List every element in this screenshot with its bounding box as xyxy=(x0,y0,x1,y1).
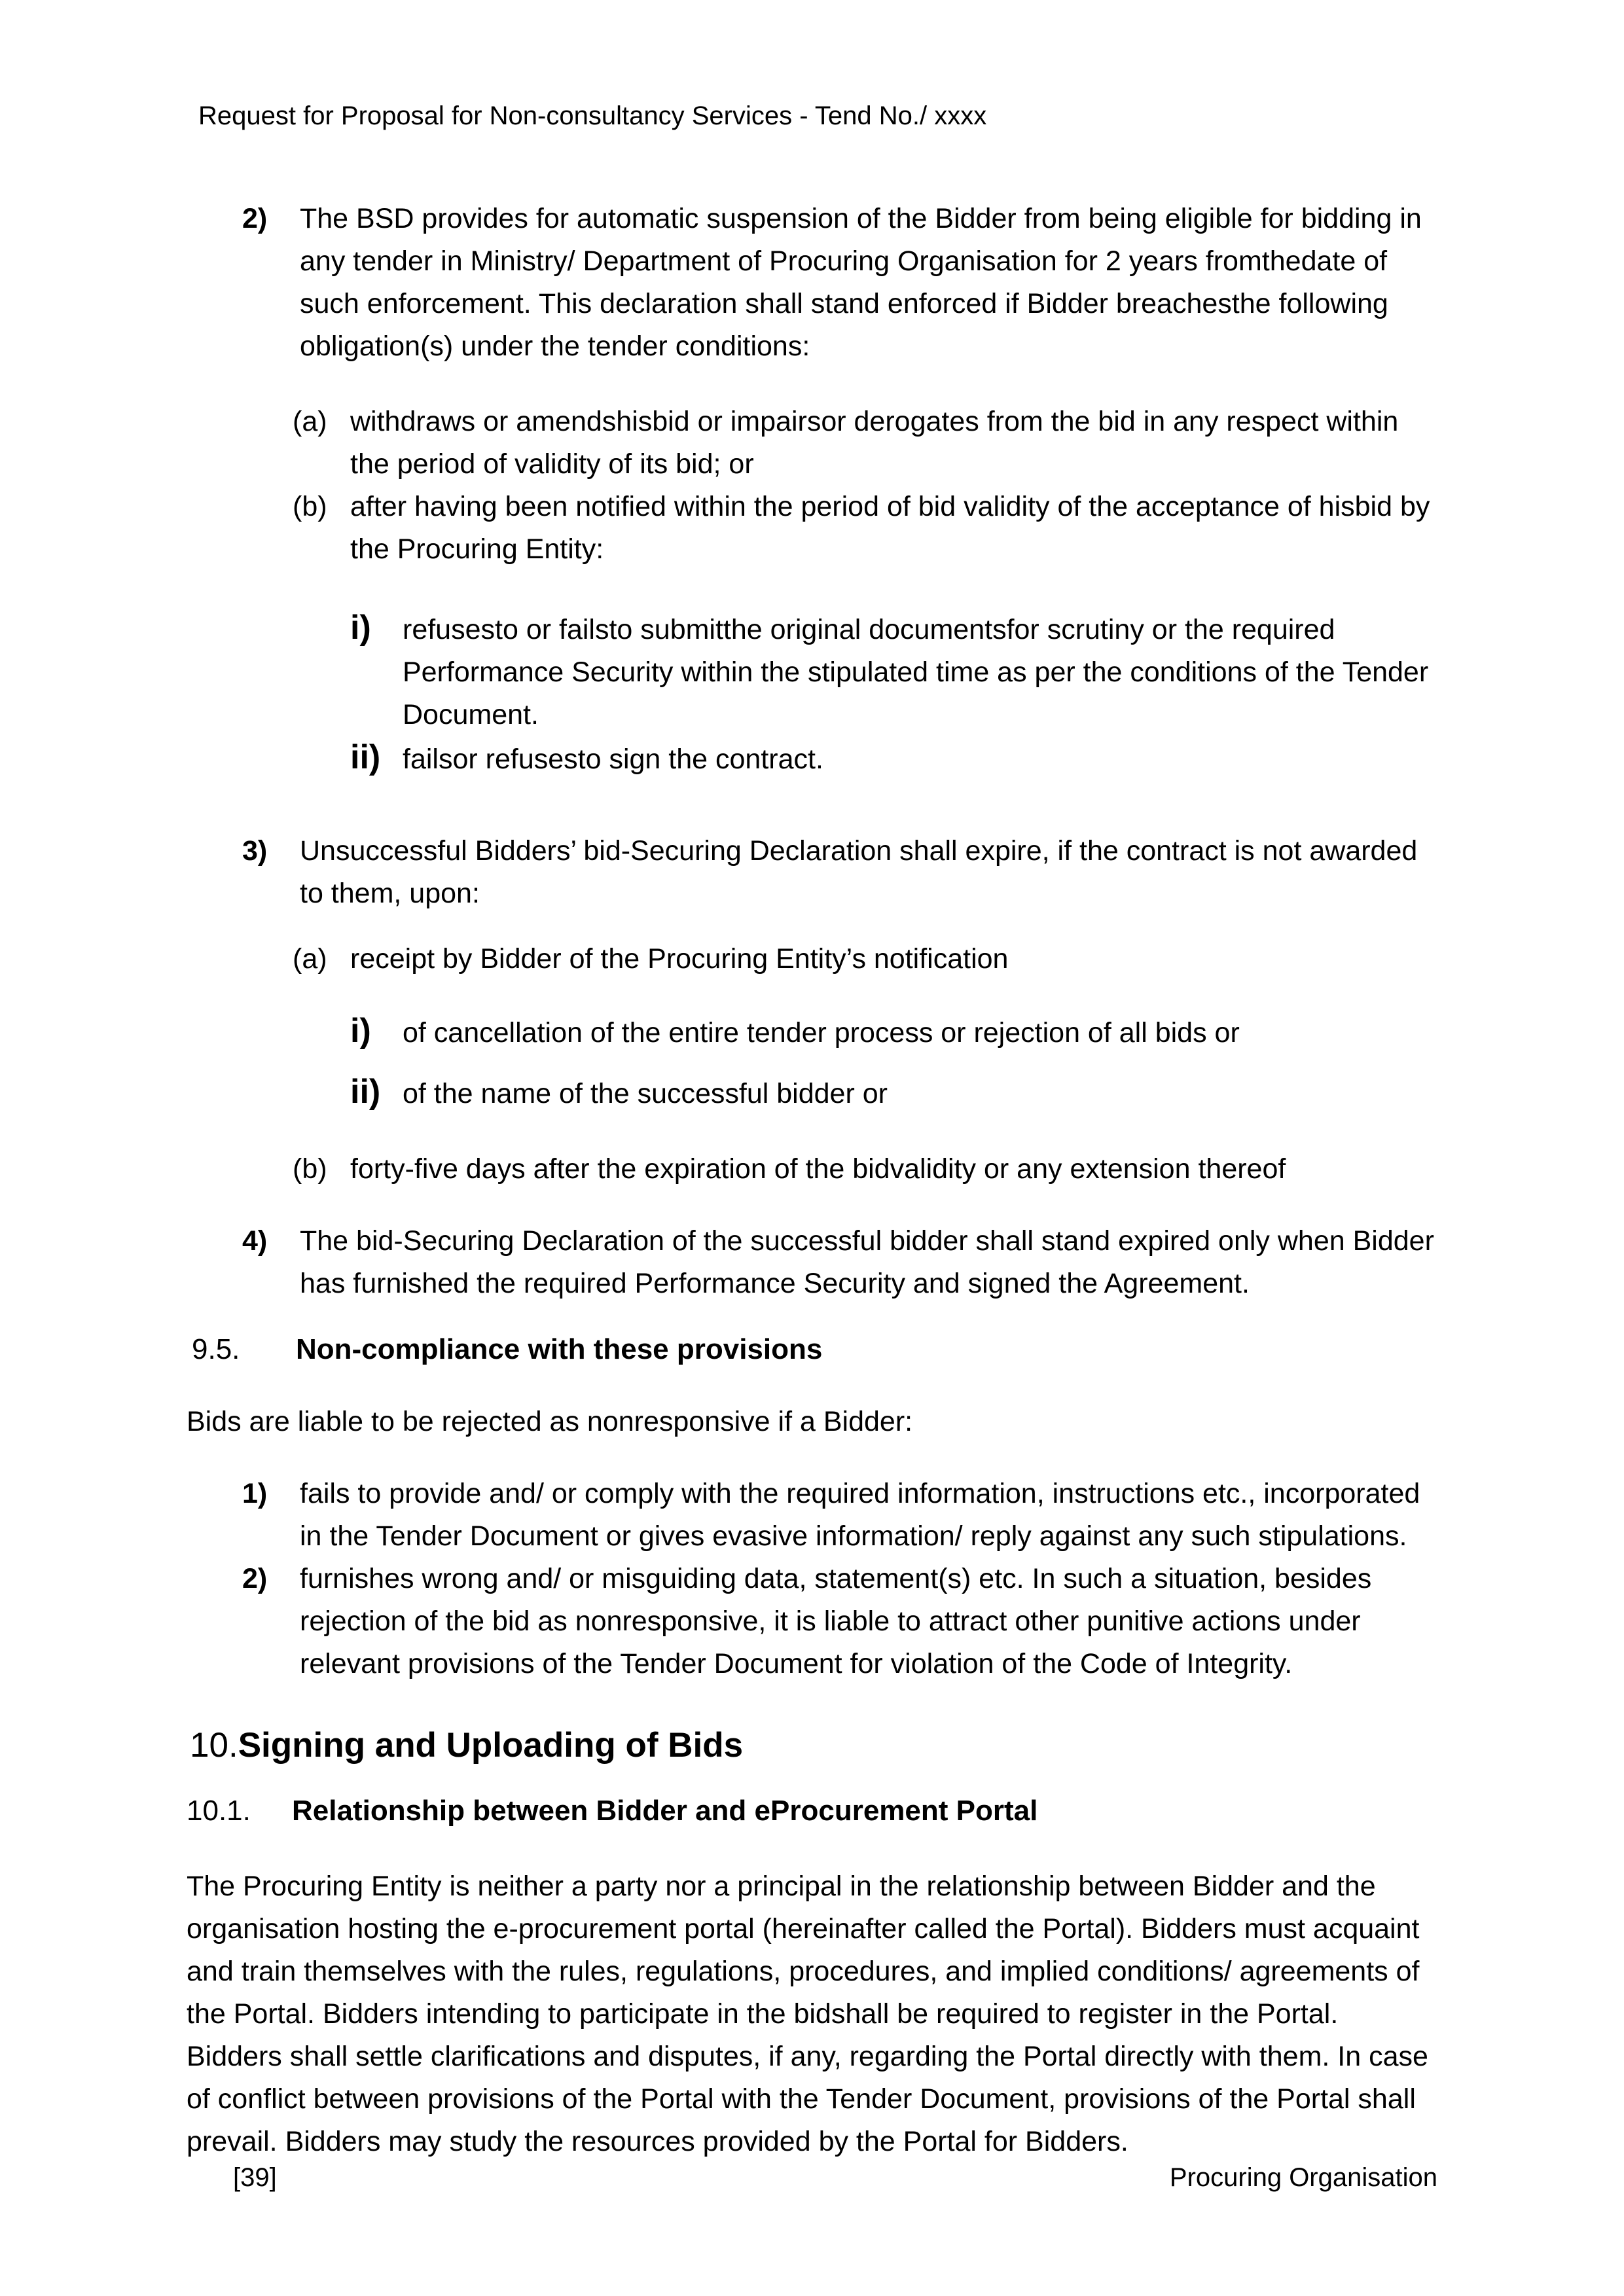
section-9-5-title: Non-compliance with these provisions xyxy=(296,1333,823,1365)
list-item-4 xyxy=(242,1220,1437,1305)
list-item-4-text: The bid-Securing Declaration of the successful bidder shall stand expired only when Bidder has furnished the required Performance Security and signed the Agreement. xyxy=(300,1225,1434,1299)
list-item-3a-ii-text: of the name of the successful bidder or xyxy=(403,1078,888,1109)
section-9-5-heading xyxy=(187,1328,1437,1371)
list-item-3a-marker: (a) xyxy=(293,943,327,975)
list-item-95-2-marker: 2) xyxy=(242,1563,268,1594)
list-item-2a-text: withdraws or amendshisbid or impairsor derogates from the bid in any respect within the period of validity of its bid; or xyxy=(350,406,1399,480)
list-item-2b-text: after having been notified within the period of bid validity of the acceptance of hisbid by the Procuring Entity: xyxy=(350,491,1430,565)
list-item-3 xyxy=(242,830,1437,915)
list-item-3b xyxy=(293,1148,1437,1191)
list-item-3a xyxy=(293,938,1437,980)
list-item-2a-marker: (a) xyxy=(293,406,327,437)
section-10-1-title: Relationship between Bidder and eProcurement Portal xyxy=(292,1795,1038,1827)
list-item-3a-i xyxy=(350,1010,1437,1054)
list-item-95-1 xyxy=(242,1473,1437,1558)
list-item-3-text: Unsuccessful Bidders’ bid-Securing Declaration shall expire, if the contract is not awarded to them, upon: xyxy=(300,835,1418,909)
list-item-95-2-text: furnishes wrong and/ or misguiding data, statement(s) etc. In such a situation, besides rejection of the bid as nonresponsive, it is liable to attract other punitive actions under relevant provisions of the Tender Document for violation of the Code of Integrity. xyxy=(300,1563,1372,1679)
list-item-3a-ii-marker: ii) xyxy=(350,1073,381,1111)
list-item-2 xyxy=(242,198,1437,368)
page-footer xyxy=(187,2161,1437,2194)
list-item-3b-text: forty-five days after the expiration of the bidvalidity or any extension thereof xyxy=(350,1153,1286,1185)
list-item-3a-ii xyxy=(350,1071,1437,1115)
document-body xyxy=(187,198,1437,2163)
section-10-1-number: 10.1. xyxy=(187,1795,251,1827)
footer-organisation-text: Procuring Organisation xyxy=(1169,2163,1437,2192)
section-10-heading xyxy=(190,1721,1437,1770)
list-item-3a-i-text: of cancellation of the entire tender process or rejection of all bids or xyxy=(403,1017,1240,1049)
list-item-95-1-text: fails to provide and/ or comply with the required information, instructions etc., incorporated in the Tender Document or gives evasive information/ reply against any such stipulations. xyxy=(300,1478,1420,1552)
list-item-2b-marker: (b) xyxy=(293,491,327,522)
section-10-title: Signing and Uploading of Bids xyxy=(238,1726,744,1765)
list-item-4-marker: 4) xyxy=(242,1225,268,1257)
list-item-2b-ii-text: failsor refusesto sign the contract. xyxy=(403,744,823,775)
section-10-number: 10. xyxy=(190,1726,238,1765)
list-item-2b-i-text: refusesto or failsto submitthe original documentsfor scrutiny or the required Performance Security within the stipulated time as per the conditions of the Tender Document. xyxy=(403,614,1429,730)
section-10-1-heading xyxy=(187,1789,1437,1833)
list-item-2-text: The BSD provides for automatic suspension of the Bidder from being eligible for bidding in any tender in Ministry/ Department of Procuring Organisation for 2 years fromthedate of such enforcement. This declaration shall stand enforced if Bidder breachesthe following obligation(s) under the tender conditions: xyxy=(300,203,1422,362)
list-item-3b-marker: (b) xyxy=(293,1153,327,1185)
list-item-2b-i-marker: i) xyxy=(350,609,371,647)
list-item-3a-text: receipt by Bidder of the Procuring Entity’s notification xyxy=(350,943,1009,975)
list-item-2-marker: 2) xyxy=(242,203,268,234)
footer-page-number: [39] xyxy=(233,2163,277,2192)
page-header-title: Request for Proposal for Non-consultancy Services - Tend No./ xxxx xyxy=(198,101,987,130)
list-item-2b-ii-marker: ii) xyxy=(350,738,381,776)
list-item-95-1-marker: 1) xyxy=(242,1478,268,1509)
list-item-95-2 xyxy=(242,1558,1437,1685)
section-10-1-paragraph: The Procuring Entity is neither a party nor a principal in the relationship between Bidder and the organisation hosting the e-procurement portal (hereinafter called the Portal). Bidders must acquaint and train themselves with the rules, regulations, procedures, and implied conditions/ agreements of the Portal. Bidders intending to participate in the bidshall be required to register in the Portal. Bidders shall settle clarifications and disputes, if any, regarding the Portal directly with them. In case of conflict between provisions of the Portal with the Tender Document, provisions of the Portal shall prevail. Bidders may study the resources provided by the Portal for Bidders. xyxy=(187,1871,1428,2157)
list-item-2b-i xyxy=(350,607,1437,736)
section-9-5-intro-paragraph: Bids are liable to be rejected as nonresponsive if a Bidder: xyxy=(187,1406,913,1437)
list-item-2b xyxy=(293,486,1437,571)
section-9-5-number: 9.5. xyxy=(192,1333,240,1365)
list-item-3a-i-marker: i) xyxy=(350,1012,371,1050)
list-item-2b-ii xyxy=(350,736,1437,781)
list-item-3-marker: 3) xyxy=(242,835,268,867)
list-item-2a xyxy=(293,401,1437,486)
